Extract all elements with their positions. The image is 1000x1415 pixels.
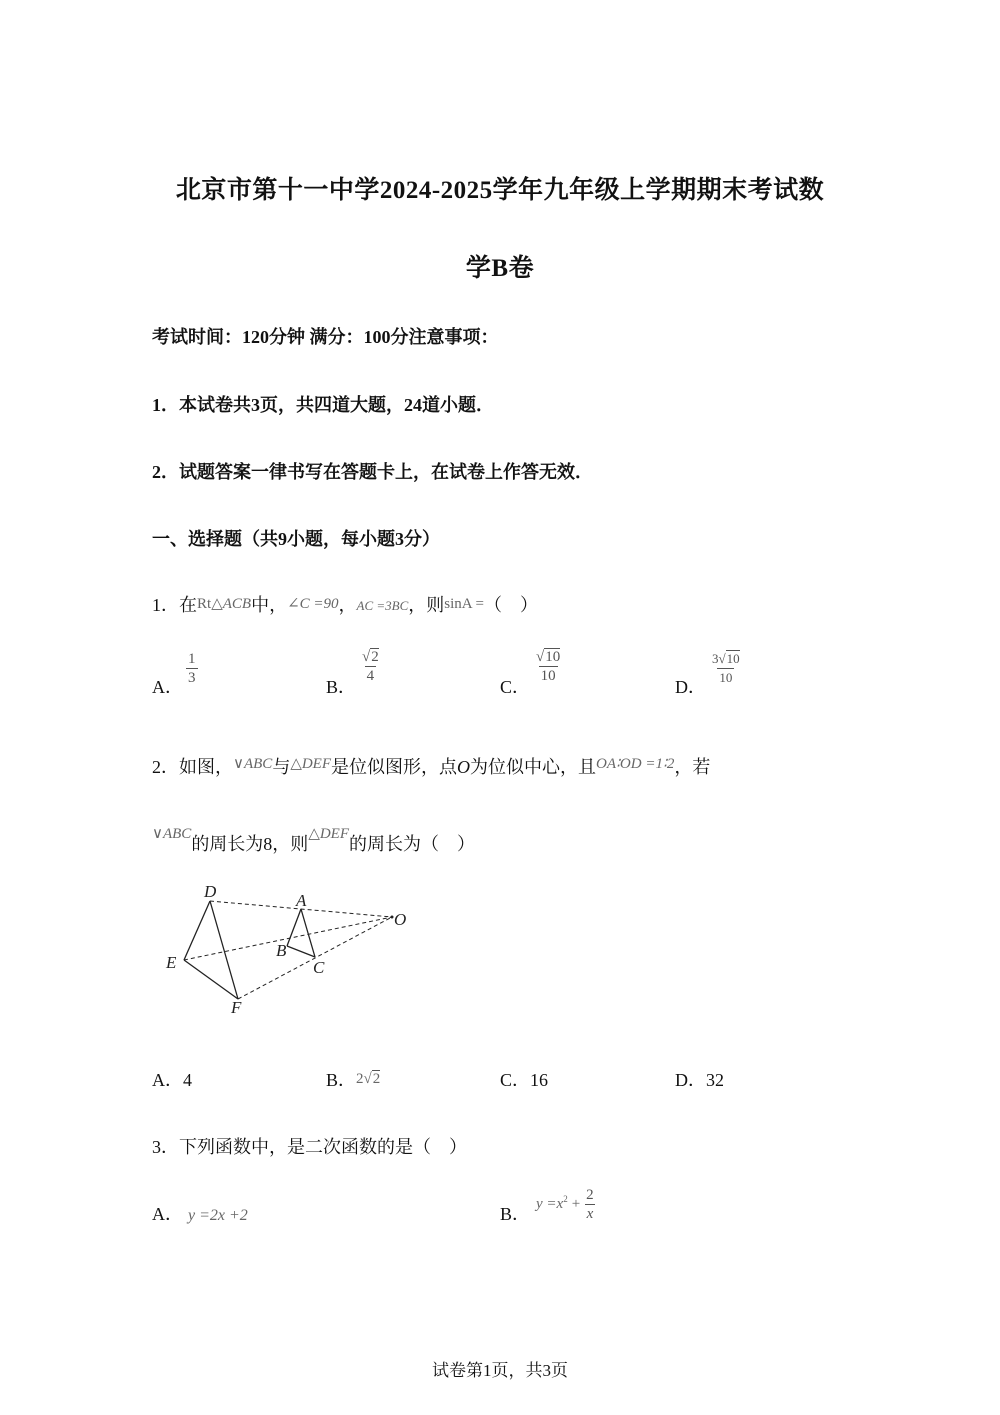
- q2-option-d-value: 32: [706, 1070, 724, 1090]
- segment-bc: [287, 946, 315, 957]
- frac-denominator: 10: [719, 670, 733, 685]
- q3-option-a-expression: y =2x +2: [188, 1207, 248, 1224]
- q1-angle-c: ∠C =90: [287, 596, 339, 612]
- question-2-line1: [152, 753, 710, 779]
- q2-triangle-abc: ∨ABC: [233, 756, 273, 772]
- label-c: C: [313, 958, 325, 977]
- expr-plus: +: [571, 1196, 581, 1212]
- q2-option-c-value: 16: [530, 1070, 549, 1090]
- label-f: F: [231, 998, 242, 1017]
- q1-option-d-fraction: $\frac{3√10}{10}$: [712, 651, 740, 685]
- question-1: [152, 591, 538, 617]
- q2-triangle-def: △DEF: [290, 756, 332, 772]
- ray-oe: [184, 917, 392, 960]
- segment-de: [184, 901, 210, 960]
- q2-text2: 为位似中心，且: [470, 757, 597, 777]
- q2-option-c-label: C．: [500, 1070, 531, 1090]
- q2-triangle-def-2: △DEF: [308, 826, 350, 842]
- q1-option-c-label: C．: [500, 677, 531, 697]
- radicand: 2: [371, 649, 379, 665]
- q1-number: 1．在: [152, 595, 197, 615]
- label-o: O: [394, 910, 407, 929]
- q1-comma: ，: [338, 595, 357, 615]
- radicand: 10: [726, 651, 740, 666]
- q2-number: 2．如图，: [152, 757, 233, 777]
- section-heading: 一、选择题（共9小题，每小题3分）: [152, 529, 440, 549]
- q2-ruo: ，若: [674, 757, 711, 777]
- q1-triangle-symbol: △: [211, 596, 223, 612]
- q3-option-b-label: B．: [500, 1204, 531, 1224]
- q2-ratio: OA∶OD =1∶2: [596, 756, 675, 772]
- segment-ef: [184, 960, 238, 999]
- label-b: B: [276, 941, 287, 960]
- label-d: D: [204, 882, 217, 901]
- exam-title-line2: 学B卷: [465, 255, 535, 282]
- q1-option-a-label: A．: [152, 677, 183, 697]
- q2-option-a-label: A．: [152, 1070, 183, 1090]
- question-2-line2: [152, 826, 476, 856]
- q2-option-a: [152, 1066, 192, 1092]
- frac-numerator: 1: [188, 651, 196, 667]
- frac-denominator: 10: [540, 668, 556, 684]
- q1-rt: Rt: [197, 596, 212, 612]
- exam-time-info: 考试时间：120分钟 满分：100分注意事项：: [152, 327, 499, 347]
- frac-denominator: x: [586, 1206, 594, 1222]
- coefficient: 2: [356, 1071, 364, 1087]
- q1-triangle-acb: ACB: [222, 596, 252, 612]
- q2-option-d: [675, 1066, 724, 1092]
- radicand: 2: [372, 1071, 381, 1087]
- label-e: E: [166, 953, 177, 972]
- q2-center-o: O: [457, 757, 471, 777]
- q1-condition: AC =3BC: [356, 598, 409, 613]
- q1-option-b-label: B．: [326, 677, 357, 697]
- q2-triangle-abc-2: ∨ABC: [152, 826, 192, 842]
- q1-sin-a: sinA =: [444, 596, 485, 612]
- q1-option-d-label: D．: [675, 677, 706, 697]
- q3-option-a-label: A．: [152, 1204, 183, 1224]
- frac-denominator: 3: [188, 670, 196, 686]
- note-1: 1．本试卷共3页，共四道大题，24道小题．: [152, 395, 494, 415]
- q2-option-b: B．2√2: [326, 1070, 381, 1090]
- segment-ab: [287, 909, 301, 946]
- q2-option-b-label: B．: [326, 1070, 357, 1090]
- expr-exponent: 2: [563, 1194, 568, 1205]
- label-a: A: [296, 891, 307, 910]
- q1-option-b-fraction: $\frac{√2}{4}$: [362, 649, 379, 684]
- question-3: 3．下列函数中，是二次函数的是（ ）: [152, 1137, 467, 1157]
- q1-then: ，则: [408, 595, 445, 615]
- q1-option-c-fraction: $\frac{√10}{10}$: [536, 649, 561, 684]
- frac-numerator: 2: [586, 1187, 594, 1203]
- expr-lhs: y =x: [536, 1196, 564, 1212]
- q2-text3: 的周长为8，则: [191, 834, 309, 854]
- q1-paren: （ ）: [484, 595, 539, 615]
- q2-text4: 的周长为（ ）: [349, 834, 476, 854]
- q1-mid-text: 中，: [251, 595, 288, 615]
- q1-option-a-fraction: [186, 650, 198, 687]
- q2-text1: 是位似图形，点: [331, 757, 458, 777]
- coefficient: 3: [712, 651, 719, 666]
- q2-with: 与: [272, 757, 291, 777]
- homothety-figure: [160, 880, 420, 1020]
- q2-option-a-value: 4: [183, 1070, 192, 1090]
- q2-option-d-label: D．: [675, 1070, 706, 1090]
- page-footer: 试卷第1页，共3页: [432, 1361, 568, 1380]
- radicand: 10: [545, 649, 561, 665]
- exam-title-line1: 北京市第十一中学2024-2025学年九年级上学期期末考试数: [175, 177, 825, 204]
- note-2: 2．试题答案一律书写在答题卡上，在试卷上作答无效．: [152, 462, 593, 482]
- q2-option-c: [500, 1066, 548, 1092]
- segment-ac: [301, 909, 315, 957]
- q3-option-b-expression: [536, 1186, 596, 1223]
- frac-denominator: 4: [366, 668, 375, 684]
